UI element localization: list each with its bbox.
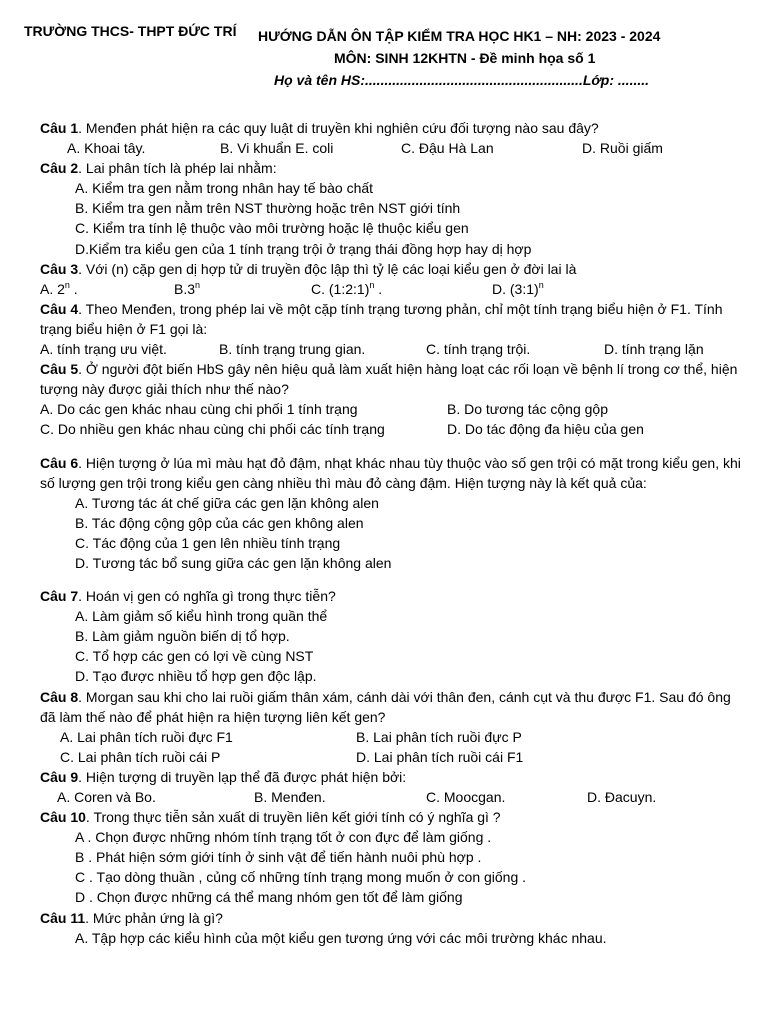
question-text: . Trong thực tiễn sản xuất di truyền liên kết giới tính có ý nghĩa gì ? xyxy=(85,809,501,826)
document-title: HƯỚNG DẪN ÔN TẬP KIỂM TRA HỌC HK1 – NH: 2023 - 2024 xyxy=(258,28,661,44)
question-8 xyxy=(40,687,746,767)
question-label: Câu 9 xyxy=(40,768,79,785)
option-b: B. Vi khuẩn E. coli xyxy=(220,140,334,157)
question-label: Câu 5 xyxy=(40,361,79,378)
option-d xyxy=(492,279,544,299)
question-label: Câu 1 xyxy=(40,120,79,136)
option-a-tail: . xyxy=(69,280,78,297)
option-b-base: B.3 xyxy=(174,280,196,297)
subject-line: MÔN: SINH 12KHTN - Đề minh họa số 1 xyxy=(334,50,596,66)
option-a: A. Làm giảm số kiểu hình trong quần thể xyxy=(75,608,328,625)
option-a: A. Khoai tây. xyxy=(67,140,146,157)
option-d: D . Chọn được những cá thể mang nhóm gen tốt để làm giống xyxy=(75,889,463,906)
option-a: A. Coren và Bo. xyxy=(57,789,156,805)
option-c xyxy=(311,279,492,299)
option-b-exponent: n xyxy=(195,279,201,290)
option-d: D.Kiểm tra kiểu gen của 1 tính trạng trội ở trạng thái đồng hợp hay dị hợp xyxy=(75,240,532,257)
option-a: A. Kiểm tra gen nằm trong nhân hay tế bào chất xyxy=(75,180,374,197)
option-b: B. Do tương tác cộng gộp xyxy=(447,401,608,418)
option-a: A. Do các gen khác nhau cùng chi phối 1 tính trạng xyxy=(40,401,358,418)
option-d-base: D. (3:1) xyxy=(492,280,539,297)
question-label: Câu 3 xyxy=(40,260,79,277)
option-a: A. tính trạng ưu việt. xyxy=(40,341,167,358)
school-name: TRƯỜNG THCS- THPT ĐỨC TRÍ xyxy=(24,23,237,39)
question-text: . Theo Menđen, trong phép lai về một cặp tính trạng tương phản, chỉ một tính trạng biểu hiện ở F1. Tính trạng biểu hiện ở F1 gọi là: xyxy=(40,300,723,337)
option-a: A. Tập hợp các kiểu hình của một kiểu gen tương ứng với các môi trường khác nhau. xyxy=(75,929,607,946)
option-c: C. Do nhiều gen khác nhau cùng chi phối các tính trạng xyxy=(40,421,385,438)
option-d: D. Ruồi giấm xyxy=(582,140,663,157)
option-d: D. Tạo được nhiều tổ hợp gen độc lập. xyxy=(75,668,317,685)
option-a: A . Chọn được những nhóm tính trạng tốt ở con đực để làm giống . xyxy=(75,829,492,846)
question-label: Câu 4 xyxy=(40,300,79,317)
question-text: . Mức phản ứng là gì? xyxy=(85,909,223,926)
option-a: A. Tương tác át chế giữa các gen lặn không alen xyxy=(75,494,379,511)
question-list xyxy=(40,118,746,948)
question-label: Câu 8 xyxy=(40,688,79,705)
option-b: B. Lai phân tích ruồi đực P xyxy=(356,728,522,745)
question-1 xyxy=(40,118,746,158)
student-name-label: Họ và tên HS: xyxy=(274,72,366,88)
class-label: Lớp: xyxy=(582,72,615,88)
option-b: B. tính trạng trung gian. xyxy=(219,341,366,358)
option-c-base: C. (1:2:1) xyxy=(311,280,370,297)
option-c: C. tính trạng trội. xyxy=(426,341,531,358)
question-text: . Hiện tượng ở lúa mì màu hạt đỏ đậm, nhạt khác nhau tùy thuộc vào số gen trội có mặt trong kiểu gen, khi số lượng gen trội trong kiểu gen càng nhiều thì màu đỏ càng đậm. Hiện tượng này là kết quả của: xyxy=(40,454,741,491)
question-11 xyxy=(40,908,746,948)
option-d: D. Đacuyn. xyxy=(587,789,657,805)
question-text: . Ở người đột biến HbS gây nên hiệu quả làm xuất hiện hàng loạt các rối loạn về bệnh lí trong cơ thể, hiện tượng này được giải thích như thế nào? xyxy=(40,361,738,398)
question-7 xyxy=(40,586,746,686)
option-b xyxy=(174,279,311,299)
question-10 xyxy=(40,807,746,907)
option-b: B. Làm giảm nguồn biến dị tổ hợp. xyxy=(75,628,290,645)
option-b: B. Kiểm tra gen nằm trên NST thường hoặc trên NST giới tính xyxy=(75,200,461,217)
question-text: . Hiện tượng di truyền lạp thể đã được phát hiện bởi: xyxy=(78,768,407,785)
question-6 xyxy=(40,453,746,574)
option-c: C. Tổ hợp các gen có lợi về cùng NST xyxy=(75,648,314,665)
question-4 xyxy=(40,299,746,359)
question-text: . Với (n) cặp gen dị hợp tử di truyền độc lập thì tỷ lệ các loại kiểu gen ở đời lai là xyxy=(78,260,577,277)
question-text: . Menđen phát hiện ra các quy luật di truyền khi nghiên cứu đối tượng nào sau đây? xyxy=(78,120,599,136)
option-c: C. Tác động của 1 gen lên nhiều tính trạng xyxy=(75,534,341,551)
student-name-blank: ........................................................ xyxy=(365,72,583,88)
option-c: C. Kiểm tra tính lệ thuộc vào môi trường hoặc lệ thuộc kiểu gen xyxy=(75,220,469,237)
class-blank: ........ xyxy=(614,72,650,88)
option-d: D. tính trạng lặn xyxy=(604,341,704,358)
question-label: Câu 10 xyxy=(40,809,86,826)
option-d: D. Do tác động đa hiệu của gen xyxy=(447,421,644,438)
question-label: Câu 7 xyxy=(40,588,79,605)
option-d: D. Lai phân tích ruồi cái F1 xyxy=(356,748,524,765)
option-c: C . Tạo dòng thuần , củng cố những tính trạng mong muốn ở con giống . xyxy=(75,869,527,886)
question-3 xyxy=(40,259,746,299)
question-2 xyxy=(40,158,746,258)
option-a xyxy=(40,279,174,299)
option-d: D. Tương tác bổ sung giữa các gen lặn không alen xyxy=(75,554,392,571)
option-c: C. Đậu Hà Lan xyxy=(401,140,494,157)
option-a-exponent: n xyxy=(64,279,70,290)
option-a-base: A. 2 xyxy=(40,280,65,297)
question-label: Câu 2 xyxy=(40,160,79,177)
option-b: B. Menđen. xyxy=(254,789,326,805)
option-c-tail: . xyxy=(374,280,383,297)
option-a: A. Lai phân tích ruồi đực F1 xyxy=(60,728,233,745)
option-c: C. Lai phân tích ruồi cái P xyxy=(60,748,221,765)
question-label: Câu 6 xyxy=(40,454,79,471)
option-c-exponent: n xyxy=(369,279,375,290)
option-b: B . Phát hiện sớm giới tính ở sinh vật để tiến hành nuôi phù hợp . xyxy=(75,849,482,866)
question-9 xyxy=(40,767,746,807)
option-b: B. Tác động cộng gộp của các gen không alen xyxy=(75,514,364,531)
option-d-exponent: n xyxy=(538,279,544,290)
option-c: C. Moocgan. xyxy=(426,789,506,805)
student-info-line xyxy=(274,72,649,88)
question-text: . Hoán vị gen có nghĩa gì trong thực tiễn? xyxy=(78,588,336,605)
question-text: . Morgan sau khi cho lai ruồi giấm thân xám, cánh dài với thân đen, cánh cụt và thu được F1. Sau đó ông đã làm thế nào để phát hiện ra hiện tượng liên kết gen? xyxy=(40,688,731,725)
question-5 xyxy=(40,359,746,439)
question-label: Câu 11 xyxy=(40,909,86,926)
question-text: . Lai phân tích là phép lai nhằm: xyxy=(78,160,277,177)
